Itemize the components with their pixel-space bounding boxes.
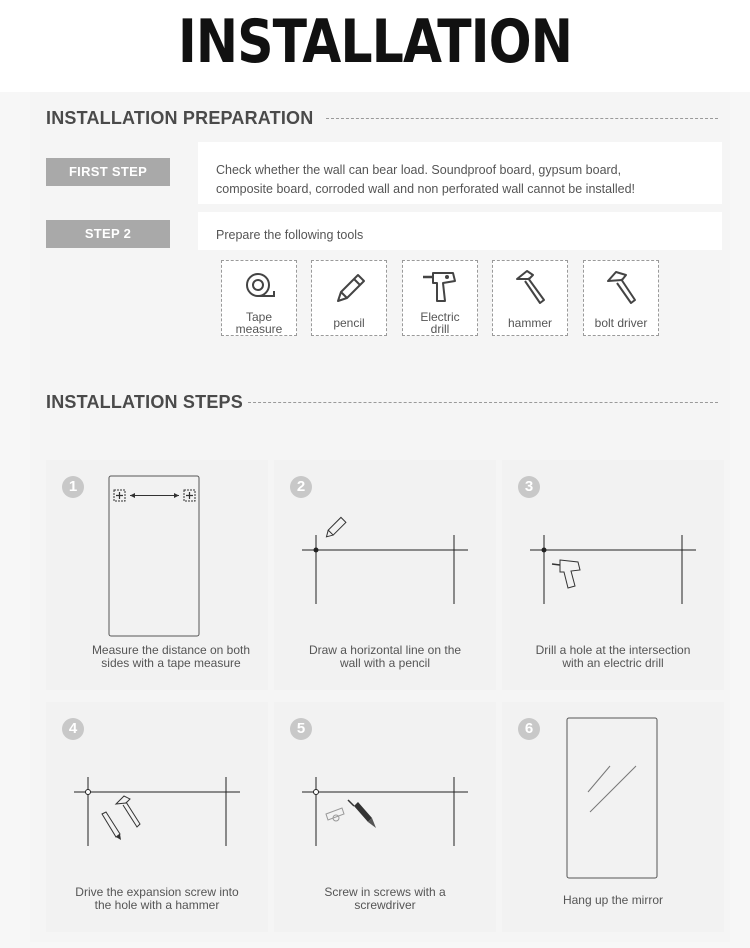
- step-tag-first: FIRST STEP: [46, 158, 170, 186]
- divider: [248, 402, 718, 403]
- tool-tape-measure: [221, 260, 297, 336]
- electric-drill-icon: [421, 267, 461, 307]
- tool-label-line1: pencil: [333, 316, 365, 330]
- screwdriver-illustration: [296, 752, 476, 852]
- mirror-measure-illustration: [100, 470, 210, 642]
- tape-measure-icon: [240, 267, 280, 307]
- step-1-text-line1: Check whether the wall can bear load. Soundproof board, gypsum board,: [216, 163, 622, 177]
- electric-drill-icon: [552, 560, 580, 588]
- screw-icon: [326, 808, 344, 821]
- tool-label-line1: bolt driver: [594, 316, 648, 330]
- step-caption-line2: the hole with a hammer: [94, 898, 220, 912]
- hammer-screw-illustration: [68, 752, 248, 852]
- pencil-icon: [324, 517, 346, 539]
- step-caption-line1: Draw a horizontal line on the: [308, 643, 462, 657]
- tool-label-line1: Tape: [245, 310, 273, 324]
- step-tag-2: STEP 2: [46, 220, 170, 248]
- pencil-icon: [102, 812, 121, 840]
- step-number: 3: [518, 476, 540, 498]
- hammer-icon: [511, 267, 551, 307]
- step-caption-line1: Hang up the mirror: [562, 893, 664, 907]
- step-number: 5: [290, 718, 312, 740]
- tool-label-line2: drill: [430, 322, 450, 336]
- steps-heading: INSTALLATION STEPS: [46, 392, 243, 412]
- title-bar: [0, 0, 750, 92]
- step-2-text: Prepare the following tools: [216, 228, 364, 242]
- step-number: 6: [518, 718, 540, 740]
- step-caption-line1: Screw in screws with a: [324, 885, 446, 899]
- step-1-text-line2: composite board, corroded wall and non perforated wall cannot be installed!: [216, 182, 636, 196]
- screwdriver-icon: [348, 800, 376, 828]
- step-caption-line2: screwdriver: [354, 898, 416, 912]
- tool-label-line1: Electric: [420, 310, 460, 324]
- divider: [326, 118, 718, 119]
- pencil-icon: [330, 267, 370, 307]
- step-caption-line2: sides with a tape measure: [101, 656, 241, 670]
- tool-label-line1: hammer: [507, 316, 552, 330]
- bolt-driver-icon: [602, 267, 642, 307]
- step-number: 2: [290, 476, 312, 498]
- tool-label-line2: measure: [235, 322, 283, 336]
- preparation-heading: INSTALLATION PREPARATION: [46, 108, 314, 128]
- mirror-illustration: [560, 712, 664, 882]
- drill-hole-illustration: [524, 510, 704, 610]
- draw-line-illustration: [296, 510, 476, 610]
- step-caption-line2: wall with a pencil: [339, 656, 431, 670]
- step-caption-line1: Measure the distance on both: [91, 643, 251, 657]
- tool-pencil: [311, 260, 387, 336]
- step-number: 4: [62, 718, 84, 740]
- step-caption-line1: Drive the expansion screw into: [75, 885, 239, 899]
- step-caption-line1: Drill a hole at the intersection: [535, 643, 691, 657]
- step-caption-line2: with an electric drill: [562, 656, 664, 670]
- step-number: 1: [62, 476, 84, 498]
- tool-bolt-driver: [583, 260, 659, 336]
- tool-hammer: [492, 260, 568, 336]
- page-title: INSTALLATION: [177, 7, 573, 77]
- hammer-icon: [116, 796, 140, 827]
- tool-electric-drill: [402, 260, 478, 336]
